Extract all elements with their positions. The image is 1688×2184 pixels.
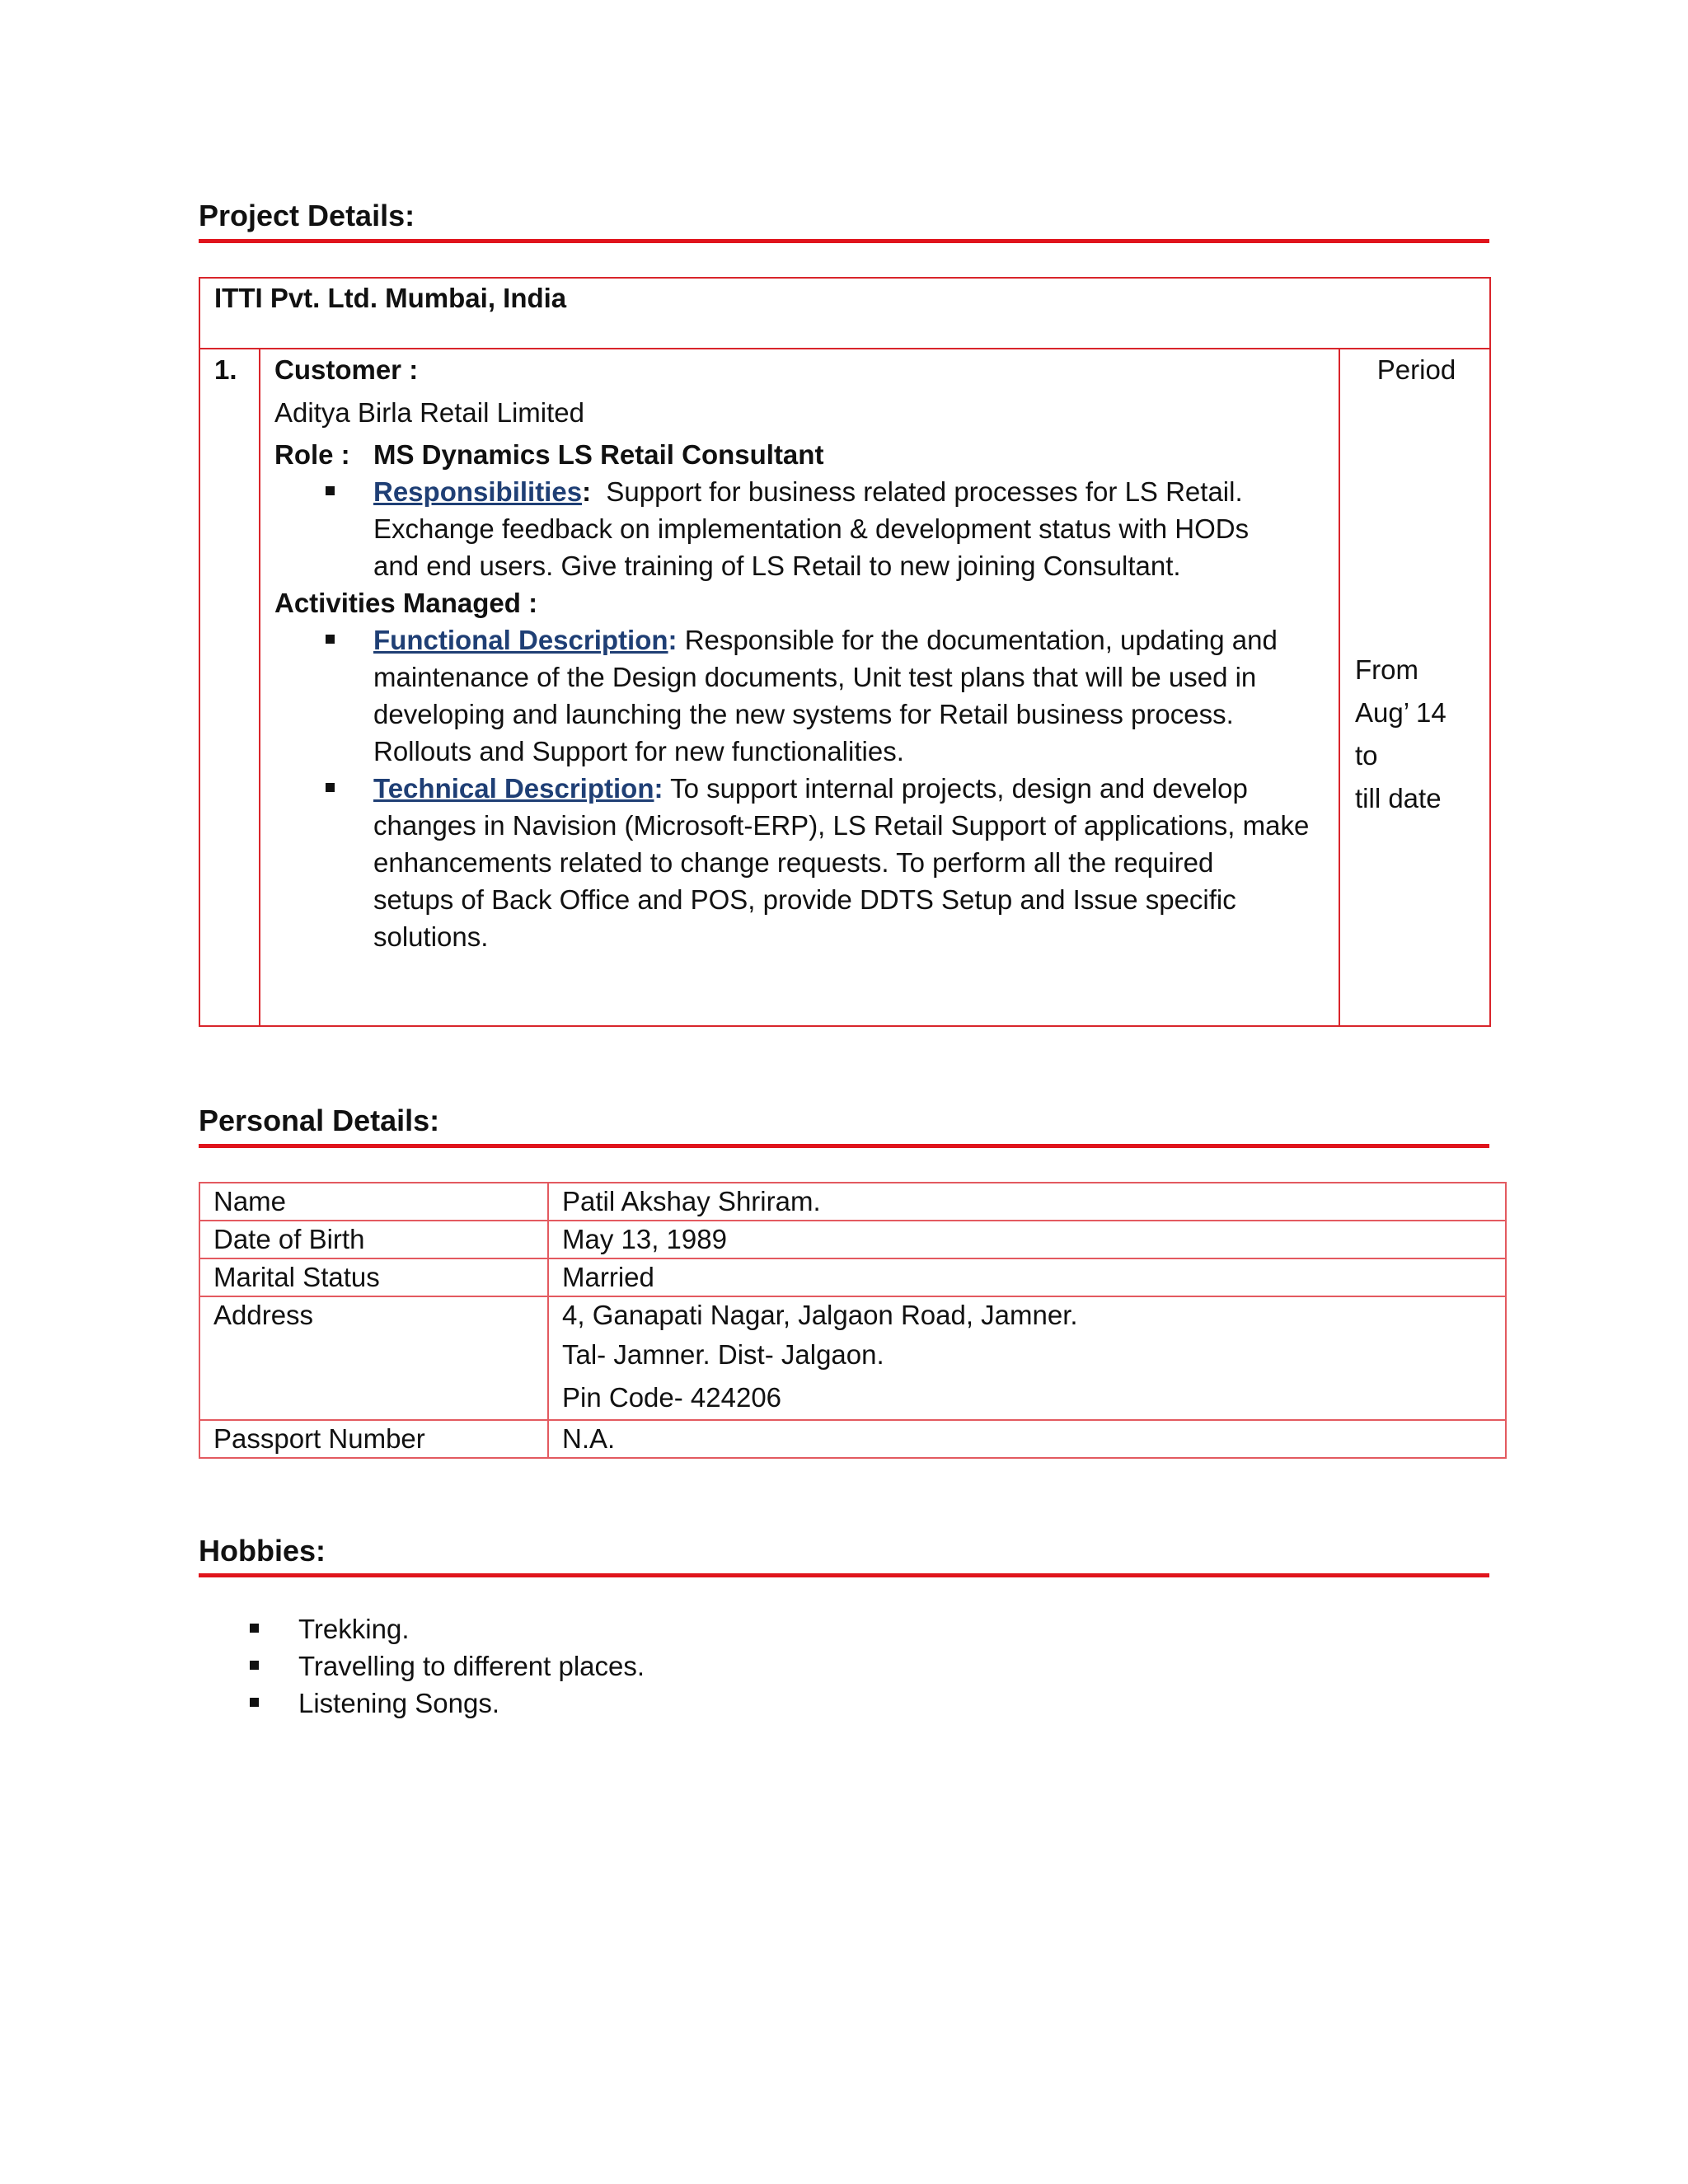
- dob-value: May 13, 1989: [548, 1221, 1506, 1258]
- period-label: Period: [1376, 354, 1456, 385]
- project-details-heading: Project Details:: [199, 199, 415, 232]
- responsibilities-text-3: and end users. Give training of LS Retail to new joining Consultant.: [373, 551, 1181, 581]
- address-label: Address: [199, 1296, 548, 1420]
- table-row: [199, 1420, 1506, 1458]
- dob-label: Date of Birth: [199, 1221, 548, 1258]
- responsibilities-text-1: Support for business related processes for LS Retail.: [606, 476, 1243, 507]
- name-label: Name: [199, 1183, 548, 1221]
- marital-status-value: Married: [548, 1258, 1506, 1296]
- technical-text-3: enhancements related to change requests. To perform all the required: [373, 847, 1214, 878]
- project-header-divider: [200, 348, 1489, 349]
- personal-details-table: [199, 1182, 1507, 1459]
- address-line-2: Tal- Jamner. Dist- Jalgaon.: [562, 1339, 884, 1370]
- project-number: 1.: [214, 354, 237, 385]
- bullet-technical: [326, 783, 335, 792]
- passport-value: N.A.: [548, 1420, 1506, 1458]
- project-details-rule: [199, 239, 1489, 243]
- period-month: Aug’ 14: [1355, 697, 1447, 728]
- project-period-column-divider: [1339, 348, 1340, 1025]
- customer-label: Customer :: [274, 354, 419, 385]
- table-row: [199, 1183, 1506, 1221]
- functional-colon: :: [668, 625, 678, 655]
- role-title: MS Dynamics LS Retail Consultant: [373, 439, 824, 470]
- hobby-item: Listening Songs.: [298, 1688, 500, 1718]
- period-from: From: [1355, 654, 1418, 685]
- passport-label: Passport Number: [199, 1420, 548, 1458]
- technical-text-1: To support internal projects, design and develop: [670, 773, 1248, 804]
- role-label: Role :: [274, 439, 350, 470]
- address-line-1: 4, Ganapati Nagar, Jalgaon Road, Jamner.: [562, 1300, 1078, 1330]
- hobbies-heading: Hobbies:: [199, 1534, 326, 1568]
- bullet-hobby-1: [250, 1624, 259, 1633]
- project-number-column-divider: [259, 348, 260, 1025]
- address-line-3: Pin Code- 424206: [562, 1382, 782, 1413]
- period-to: to: [1355, 740, 1378, 771]
- bullet-responsibilities: [326, 486, 335, 495]
- table-row: [199, 1296, 1506, 1420]
- marital-status-label: Marital Status: [199, 1258, 548, 1296]
- hobby-item: Trekking.: [298, 1614, 410, 1644]
- responsibilities-link[interactable]: Responsibilities: [373, 476, 583, 507]
- activities-label: Activities Managed :: [274, 588, 538, 618]
- customer-name: Aditya Birla Retail Limited: [274, 397, 584, 428]
- functional-text-4: Rollouts and Support for new functionalities.: [373, 736, 904, 766]
- responsibilities-text-2: Exchange feedback on implementation & development status with HODs: [373, 513, 1250, 544]
- responsibilities-line-1: [373, 473, 1243, 510]
- period-till-date: till date: [1355, 783, 1442, 813]
- technical-line-1: [373, 770, 1248, 807]
- table-row: [199, 1258, 1506, 1296]
- technical-colon: :: [654, 773, 663, 804]
- hobbies-rule: [199, 1573, 1489, 1577]
- bullet-functional: [326, 635, 335, 644]
- technical-text-4: setups of Back Office and POS, provide DDTS Setup and Issue specific: [373, 884, 1236, 915]
- technical-text-2: changes in Navision (Microsoft-ERP), LS Retail Support of applications, make: [373, 810, 1310, 841]
- personal-details-rule: [199, 1144, 1489, 1148]
- functional-text-1: Responsible for the documentation, updating and: [684, 625, 1278, 655]
- company-name: ITTI Pvt. Ltd. Mumbai, India: [214, 283, 567, 313]
- technical-description-link[interactable]: Technical Description: [373, 773, 654, 804]
- personal-details-heading: Personal Details:: [199, 1104, 440, 1137]
- functional-text-2: maintenance of the Design documents, Unit test plans that will be used in: [373, 662, 1257, 692]
- project-box: [199, 277, 1491, 1027]
- technical-text-5: solutions.: [373, 921, 489, 952]
- functional-line-1: [373, 621, 1278, 658]
- functional-text-3: developing and launching the new systems for Retail business process.: [373, 699, 1234, 729]
- address-value: [548, 1296, 1506, 1420]
- name-value: Patil Akshay Shriram.: [548, 1183, 1506, 1221]
- bullet-hobby-2: [250, 1661, 259, 1670]
- table-row: [199, 1221, 1506, 1258]
- bullet-hobby-3: [250, 1698, 259, 1707]
- functional-description-link[interactable]: Functional Description: [373, 625, 668, 655]
- responsibilities-colon: :: [582, 476, 592, 507]
- hobby-item: Travelling to different places.: [298, 1651, 645, 1681]
